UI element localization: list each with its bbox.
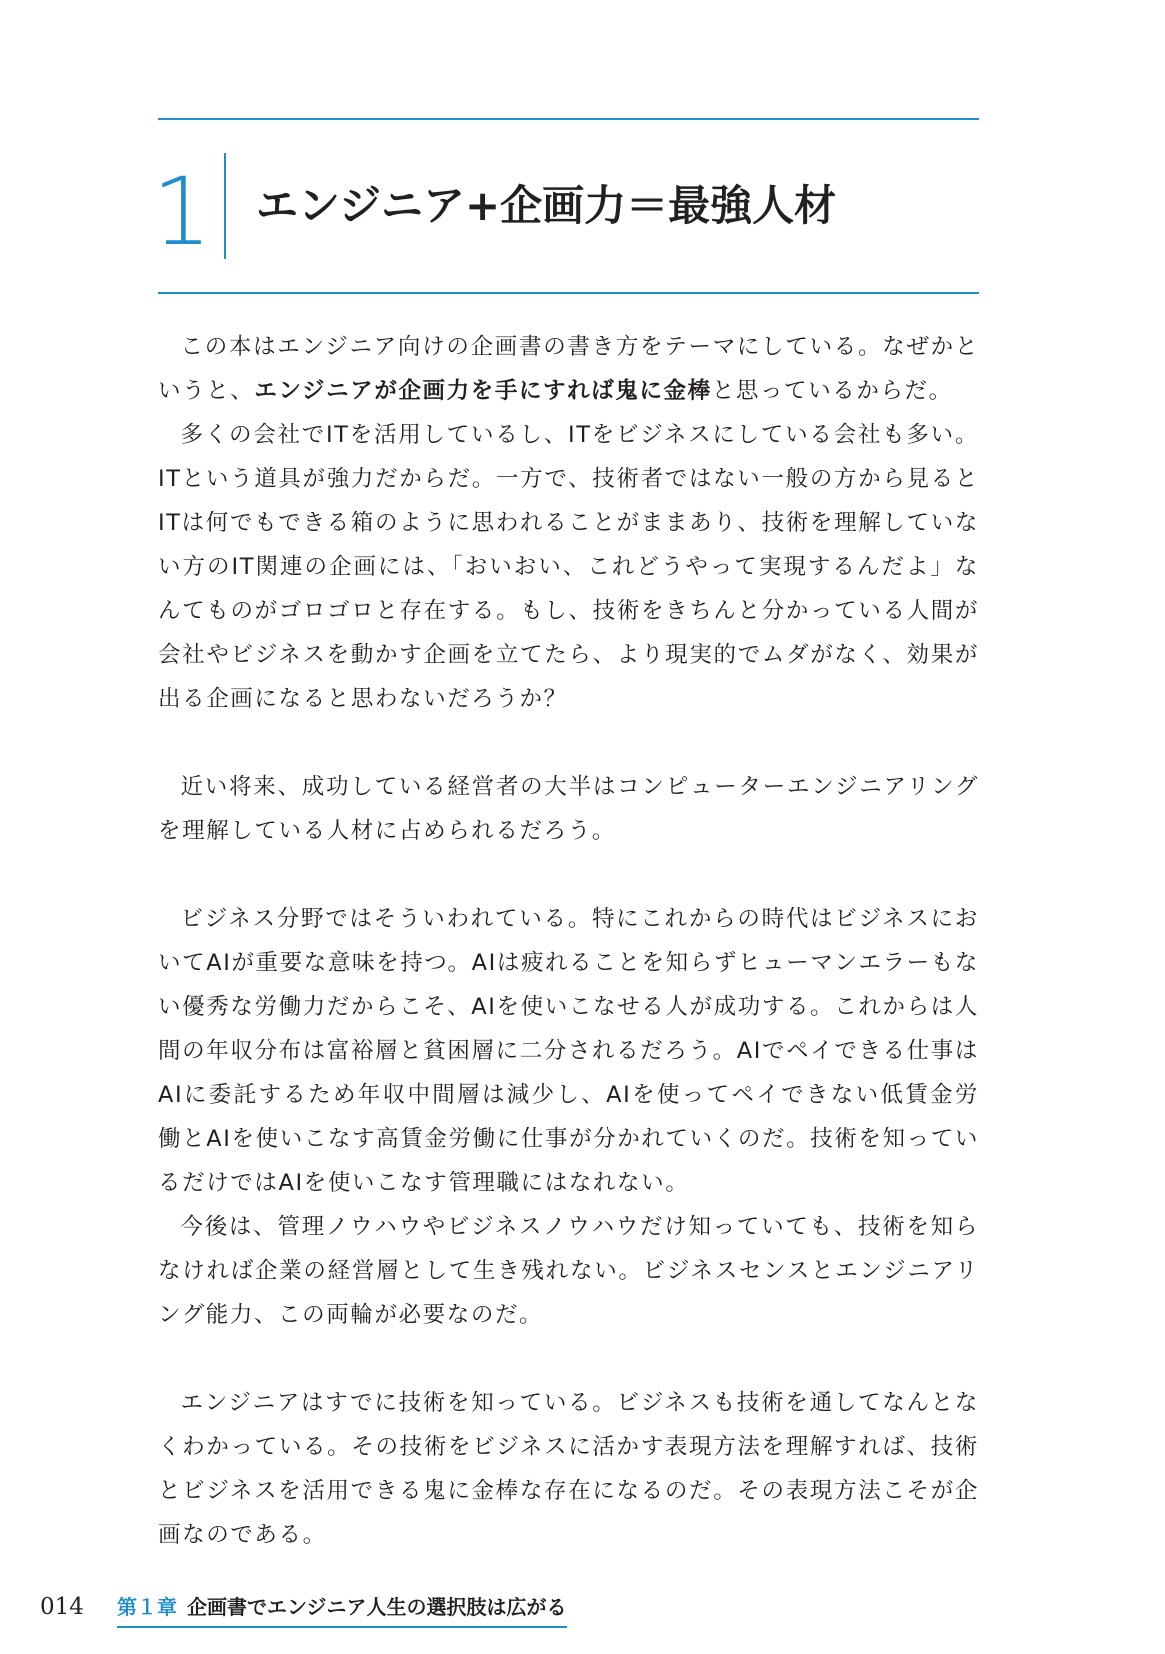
section-title-divider [224, 153, 226, 259]
paragraph-1-emphasis: エンジニアが企画力を手にすれば鬼に金棒 [254, 378, 712, 404]
paragraph-1-text: この本はエンジニア向けの企画書の書き方をテーマにしている。なぜかというと、 [158, 334, 979, 404]
paragraph-6: エンジニアはすでに技術を知っている。ビジネスも技術を通してなんとなくわかっている。その技術をビジネスに活かす表現方法を理解すれば、技術とビジネスを活用できる鬼に金棒な存在になるのだ。その表現方法こそが企画なのである。 [158, 1390, 979, 1548]
paragraph-1 [158, 325, 979, 413]
section-title: エンジニア+企画力＝最強人材 [256, 181, 837, 230]
paragraph-4: ビジネス分野ではそういわれている。特にこれからの時代はビジネスにおいてAIが重要な意味を持つ。AIは疲れることを知らずヒューマンエラーもない優秀な労働力だからこそ、AIを使いこなせる人が成功する。これからは人間の年収分布は富裕層と貧困層に二分されるだろう。AIでペイできる仕事はAIに委託するため年収中間層は減少し、AIを使ってペイできない低賃金労働とAIを使いこなす高賃金労働に仕事が分かれていくのだ。技術を知っているだけではAIを使いこなす管理職にはなれない。 [158, 906, 979, 1196]
chapter-title: 企画書でエンジニア人生の選択肢は広がる [187, 1595, 567, 1619]
paragraph-5: 今後は、管理ノウハウやビジネスノウハウだけ知っていても、技術を知らなければ企業の経営層として生き残れない。ビジネスセンスとエンジニアリング能力、この両輪が必要なのだ。 [158, 1214, 979, 1328]
paragraph-2: 多くの会社でITを活用しているし、ITをビジネスにしている会社も多い。ITという道具が強力だからだ。一方で、技術者ではない一般の方から見るとITは何でもできる箱のように思われることがままあり、技術を理解していない方のIT関連の企画には、「おいおい、これどうやって実現するんだよ」なんてものがゴロゴロと存在する。もし、技術をきちんと分かっている人間が会社やビジネスを動かす企画を立てたら、より現実的でムダがなく、効果が出る企画になると思わないだろうか？ [158, 422, 979, 712]
paragraph-3: 近い将来、成功している経営者の大半はコンピューターエンジニアリングを理解している人材に占められるだろう。 [158, 774, 979, 844]
paragraph-1-text-end: と思っているからだ。 [711, 378, 953, 404]
section-header-top-rule [158, 118, 979, 120]
page-number: 014 [40, 1594, 84, 1620]
running-head [117, 1590, 567, 1628]
chapter-label: 第１章 [117, 1595, 177, 1619]
body-text [158, 325, 979, 1557]
section-number: 1 [152, 158, 212, 267]
section-header-bottom-rule [158, 292, 979, 294]
